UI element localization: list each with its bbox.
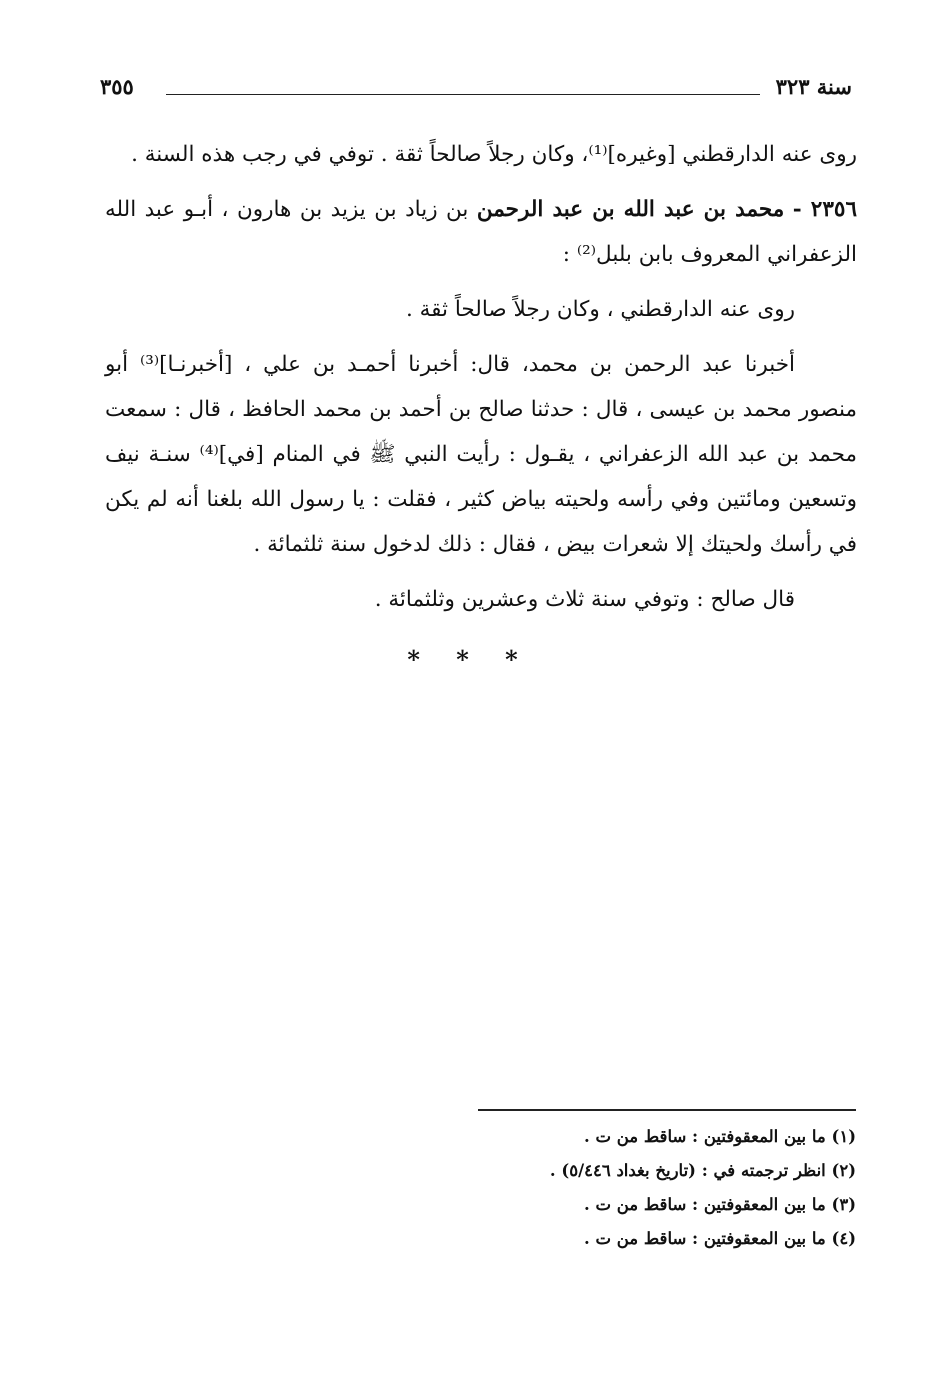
header-year-label: سنة ٣٢٣ [775, 74, 852, 99]
entry-paragraph [105, 187, 857, 277]
entry-rest: بن زياد بن يزيد بن هارون ، أبـو عبد الله الزعفراني المعروف بابن بلبل⁽²⁾ : [105, 197, 857, 267]
footnote-3: (٣) ما بين المعقوفتين : ساقط من ت . [583, 1195, 856, 1214]
paragraph-3: روى عنه الدارقطني ، وكان رجلاً صالحاً ثقة . [405, 297, 795, 322]
footnote-2: (٢) انظر ترجمته في : (تاريخ بغداد ٥/٤٤٦) . [549, 1161, 856, 1180]
paragraph-1: روى عنه الدارقطني [وغيره]⁽¹⁾، وكان رجلاً صالحاً ثقة . توفي في رجب هذه السنة . [131, 142, 857, 167]
footnote-rule [478, 1109, 856, 1111]
footnote-1: (١) ما بين المعقوفتين : ساقط من ت . [583, 1127, 856, 1146]
footnotes [440, 1120, 856, 1256]
header-rule [166, 94, 760, 95]
page-number: ٣٥٥ [100, 74, 134, 99]
entry-name: محمد بن عبد الله بن عبد الرحمن [476, 197, 785, 222]
running-header [100, 72, 852, 106]
paragraph-5: قال صالح : وتوفي سنة ثلاث وعشرين وثلثمائة . [374, 587, 795, 612]
paragraph-4: أخبرنا عبد الرحمن بن محمد، قال: أخبرنا أحمـد بن علي ، [أخبرنـا]⁽³⁾ أبو منصور محمد بن عيسى ، قال : حدثنا صالح بن أحمد بن محمد الحافظ ، قال : سمعت محمد بن عبد الله الزعفراني ، يقـول : رأيت النبي ﷺ في المنام [في]⁽⁴⁾ سنـة نيف وتسعين ومائتين وفي رأسه ولحيته بياض كثير ، فقلت : يا رسول الله بلغنا أنه لم يكن في رأسك ولحيتك إلا شعرات بيض ، فقال : ذلك لدخول سنة ثلثمائة . [105, 352, 857, 557]
entry-number: ٢٣٥٦ - [792, 197, 857, 222]
footnote-4: (٤) ما بين المعقوفتين : ساقط من ت . [583, 1229, 856, 1248]
section-separator: * * * [407, 645, 532, 674]
main-text [105, 132, 857, 632]
